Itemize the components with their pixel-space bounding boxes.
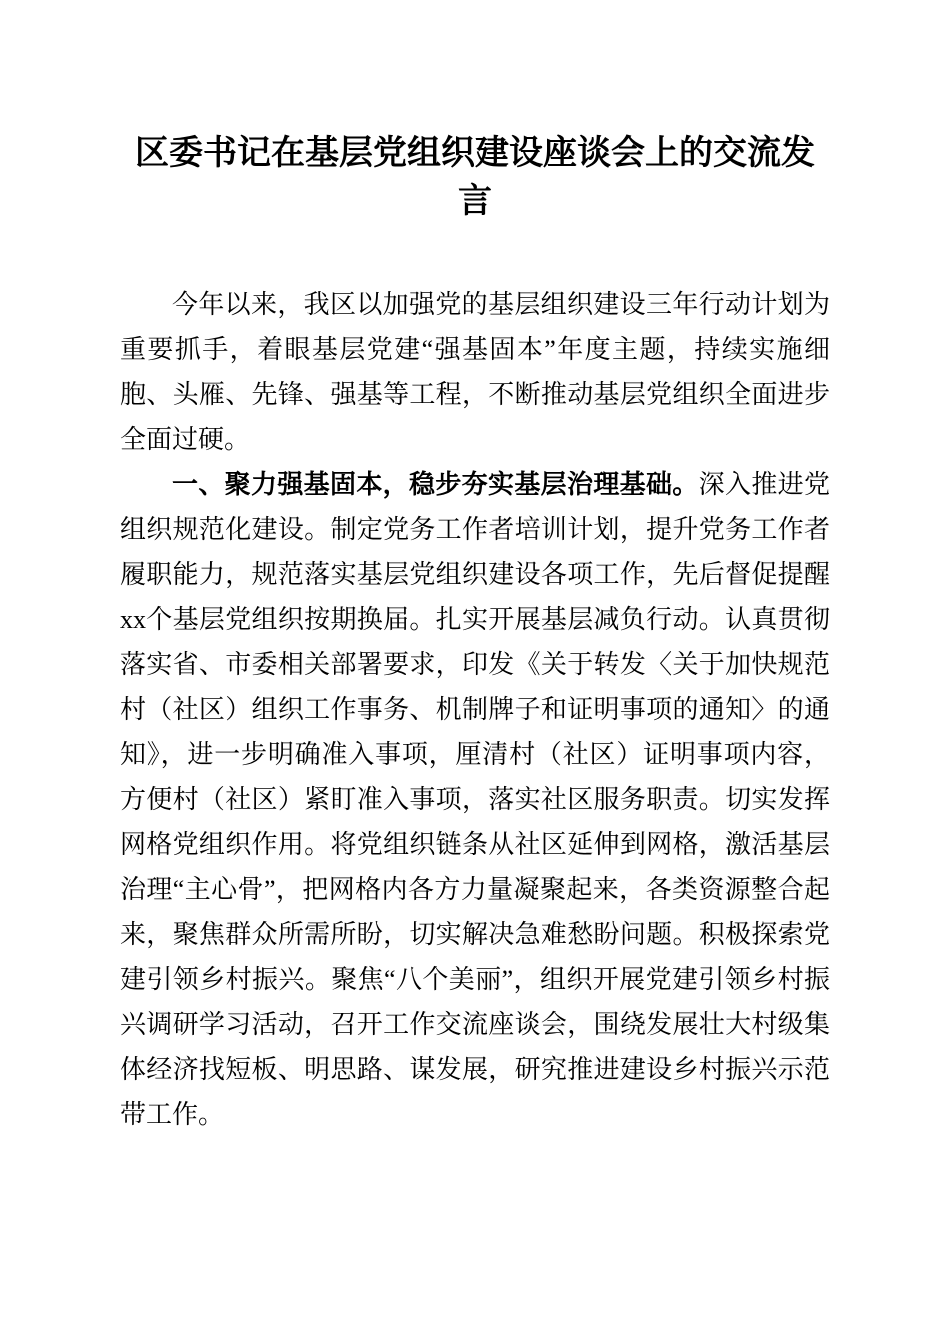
paragraph-section-1 — [120, 462, 830, 1137]
intro-text-run: 今年以来，我区以加强党的基层组织建设三年行动计划为重要抓手，着眼基层党建“强基固本”年度主题，持续实施细胞、头雁、先锋、强基等工程，不断推动基层党组织全面进步全面过硬。 — [120, 290, 830, 454]
section-1-heading-run: 一、聚力强基固本，稳步夯实基层治理基础。 — [172, 470, 699, 499]
paragraph-intro — [120, 282, 830, 462]
document-title: 区委书记在基层党组织建设座谈会上的交流发言 — [135, 135, 815, 220]
section-1-body-run: 深入推进党组织规范化建设。制定党务工作者培训计划，提升党务工作者履职能力，规范落实基层党组织建设各项工作，先后督促提醒xx个基层党组织按期换届。扎实开展基层减负行动。认真贯彻落实省、市委相关部署要求，印发《关于转发〈关于加快规范村（社区）组织工作事务、机制牌子和证明事项的通知〉的通知》，进一步明确准入事项，厘清村（社区）证明事项内容，方便村（社区）紧盯准入事项，落实社区服务职责。切实发挥网格党组织作用。将党组织链条从社区延伸到网格，激活基层治理“主心骨”，把网格内各方力量凝聚起来，各类资源整合起来，聚焦群众所需所盼，切实解决急难愁盼问题。积极探索党建引领乡村振兴。聚焦“八个美丽”，组织开展党建引领乡村振兴调研学习活动，召开工作交流座谈会，围绕发展壮大村级集体经济找短板、明思路、谋发展，研究推进建设乡村振兴示范带工作。 — [120, 470, 830, 1129]
